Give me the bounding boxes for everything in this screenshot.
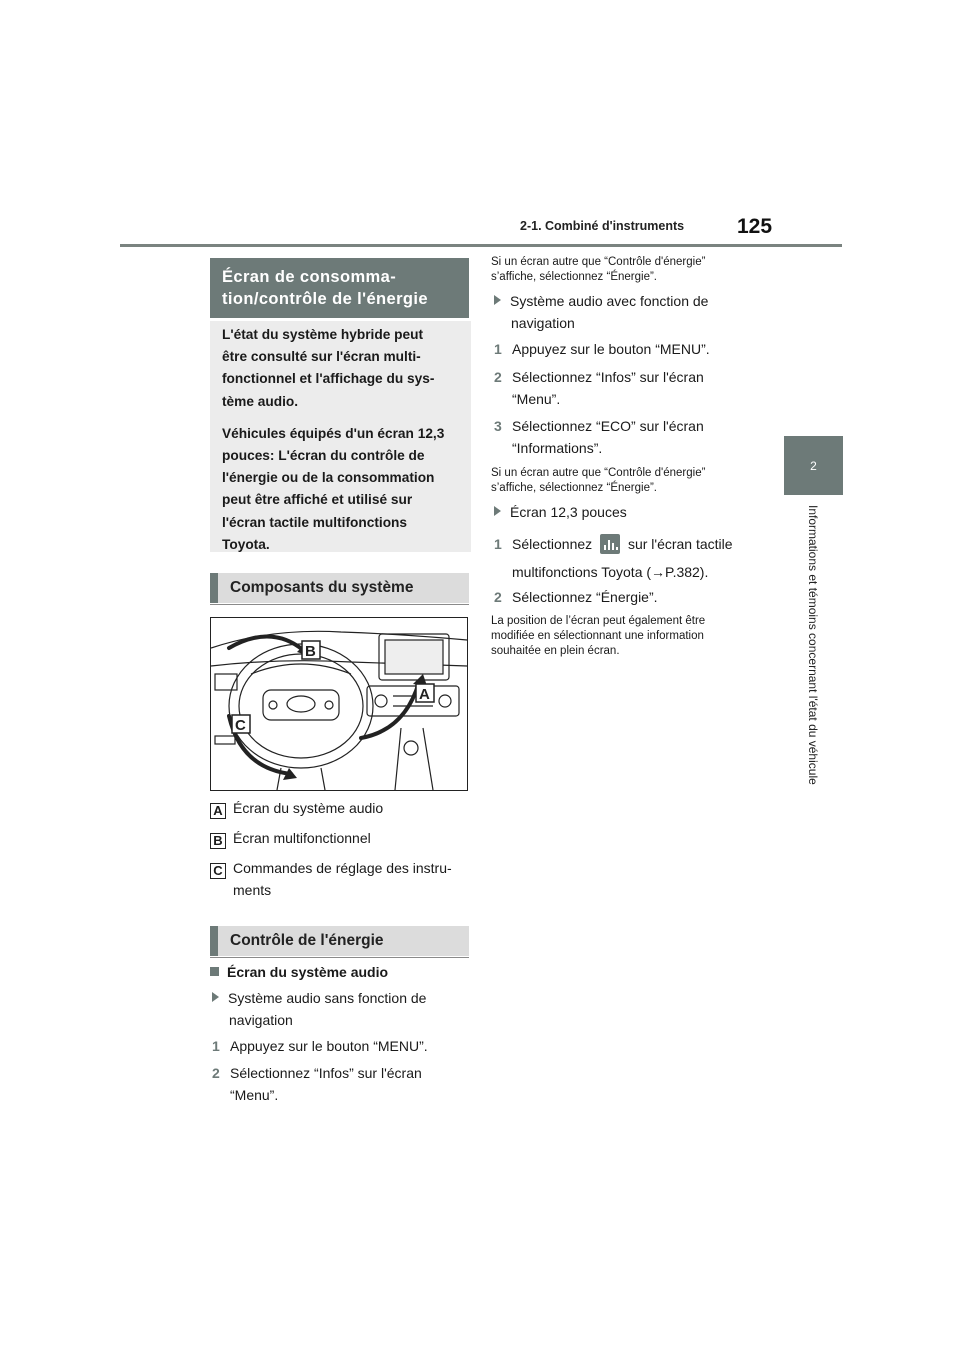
legend-key-c: C [210,863,226,879]
dashboard-illustration [210,617,468,791]
note-2 [491,466,705,496]
screen-12-heading-text: Écran 12,3 pouces [510,504,627,520]
legend-text-c-cont: ments [233,882,272,898]
legend-text-b: Écran multifonctionnel [233,830,371,846]
intro-p2-line: pouces: L'écran du contrôle de [222,448,425,464]
intro-p2-line: l'écran tactile multifonctions [222,514,408,530]
legend-text-a: Écran du système audio [233,800,384,816]
step-number: 3 [494,418,502,434]
section-title: 2-1. Combiné d'instruments [520,219,685,233]
illus-label-b: B [305,643,316,660]
note-line: modifiée en sélectionnant une information [491,630,704,642]
note-line: La position de l’écran peut également être [491,615,706,627]
right-step-3 [494,415,704,459]
intro-p2-line: Véhicules équipés d'un écran 12,3 [222,425,445,441]
step-text: Sélectionnez “Infos” sur l'écran [512,369,704,385]
legend-b [210,827,371,849]
dashboard-drawing [211,618,467,790]
intro-box [210,321,471,552]
triangle-bullet-icon [494,295,501,305]
illus-label-c: C [235,717,246,734]
step-number: 2 [212,1065,220,1081]
note-1 [491,255,705,285]
step-text-cont: “Informations”. [512,440,603,456]
step-number: 1 [494,341,502,357]
step-text: Sélectionnez “Infos” sur l'écran [230,1065,422,1081]
intro-p1-line: tème audio. [222,393,299,409]
components-heading: Composants du système [210,573,469,603]
step-text-cont: “Menu”. [512,391,561,407]
audio-screen-subhead-text: Écran du système audio [227,964,389,980]
chapter-tab [784,436,843,495]
energy-bars-icon [600,534,620,554]
intro-p1-line: fonctionnel et l'affichage du sys- [222,371,435,387]
legend-a [210,797,383,819]
intro-p2-line: Toyota. [222,536,270,552]
screen-step-1 [494,533,733,589]
step-number: 1 [212,1038,220,1054]
no-nav-line1: Système audio sans fonction de [228,990,427,1006]
no-nav-line2: navigation [229,1012,293,1028]
note-line: s’affiche, sélectionnez “Énergie”. [491,482,657,494]
chapter-side-title [798,505,828,835]
energy-control-heading-underline [210,957,469,958]
legend-text-c: Commandes de réglage des instru- [233,860,452,876]
no-nav-heading [212,987,426,1031]
triangle-bullet-icon [494,506,501,516]
right-step-1 [494,338,710,360]
step-number: 2 [494,369,502,385]
intro-p1-line: être consulté sur l'écran multi- [222,349,421,365]
square-bullet-icon [210,967,219,976]
step-text: sur l'écran tactile [627,536,733,552]
step-text: Sélectionnez “ECO” sur l'écran [512,418,704,434]
energy-screen-heading-line2: tion/contrôle de l'énergie [222,290,428,308]
note-line: s’affiche, sélectionnez “Énergie”. [491,271,657,283]
intro-p1-line: L'état du système hybride peut [222,327,424,342]
header-rule [120,244,842,247]
step-text: Sélectionnez [512,536,593,552]
note-line: souhaitée en plein écran. [491,645,620,657]
intro-p2-line: l'énergie ou de la consommation [222,470,435,486]
step-number: 2 [494,589,502,605]
legend-key-a: A [210,803,226,819]
right-step-2 [494,366,704,410]
energy-screen-heading [210,258,469,318]
nav-heading [494,290,708,334]
note-3 [491,614,705,659]
step-number: 1 [494,536,502,552]
energy-control-heading: Contrôle de l'énergie [210,926,469,956]
illus-label-a: A [419,686,430,703]
intro-paragraph-2 [222,423,459,556]
intro-p2-line: peut être affiché et utilisé sur [222,492,413,508]
energy-screen-heading-line1: Écran de consomma- [222,268,397,286]
chapter-side-title-text: Informations et témoins concernant l'état du véhicule [806,505,820,785]
step-text: Appuyez sur le bouton “MENU”. [512,341,710,357]
screen-12-heading [494,501,627,523]
triangle-bullet-icon [212,992,219,1002]
left-step-2 [212,1062,422,1106]
step-text-cont: “Menu”. [230,1087,279,1103]
left-step-1 [212,1035,428,1057]
step-text: Appuyez sur le bouton “MENU”. [230,1038,428,1054]
intro-paragraph-1 [222,324,459,413]
legend-c [210,857,452,901]
note-line: Si un écran autre que “Contrôle d'énergie” [491,467,706,479]
nav-line1: Système audio avec fonction de [510,293,709,309]
chapter-tab-number: 2 [810,458,817,473]
page-number: 125 [737,215,773,238]
nav-line2: navigation [511,315,575,331]
legend-key-b: B [210,833,226,849]
audio-screen-subhead [210,961,388,983]
components-heading-underline [210,604,469,605]
note-line: Si un écran autre que “Contrôle d'énergie” [491,256,706,268]
step-text-cont: multifonctions Toyota (→P.382). [512,564,709,580]
screen-step-2 [494,586,658,608]
step-text: Sélectionnez “Énergie”. [512,589,658,605]
